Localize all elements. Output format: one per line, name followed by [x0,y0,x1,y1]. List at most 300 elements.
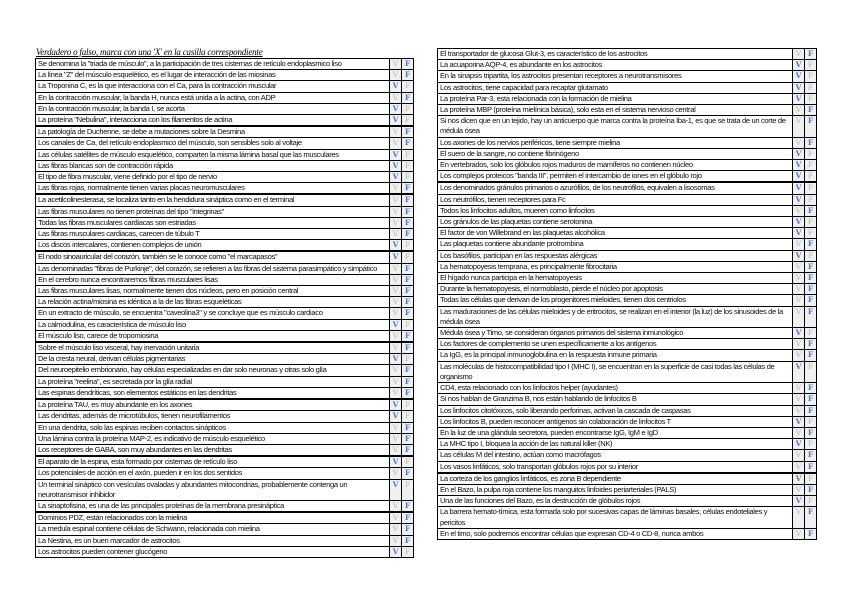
question-row [438,461,816,472]
true-checkbox[interactable]: V [793,394,805,404]
false-checkbox[interactable]: F [402,377,413,387]
question-row [438,327,816,338]
true-checkbox[interactable]: V [793,195,805,205]
true-checkbox[interactable]: V [390,93,402,103]
question-text: Los discos intercalares, contienen complejos de unión [36,240,390,250]
question-text: Los astrocitos, tiene capacidad para recaptar glutamato [438,83,793,93]
false-checkbox[interactable]: F [805,94,816,104]
true-checkbox[interactable]: V [390,115,402,125]
question-row [438,148,816,159]
true-checkbox[interactable]: V [390,400,402,410]
false-checkbox[interactable]: F [805,60,816,70]
false-checkbox[interactable]: F [805,138,816,148]
false-checkbox[interactable]: F [805,206,816,216]
question-row [36,410,413,421]
question-row [36,160,413,171]
question-text: Los denominados gránulos primarios o azurófilos, de los neutrófilos, equivalen a lisosomas [438,183,793,193]
false-checkbox[interactable]: F [402,207,413,217]
false-checkbox[interactable]: F [402,195,413,205]
question-row [36,296,413,307]
false-checkbox[interactable]: F [402,434,413,444]
question-text: En el timo, solo podremos encontrar células que expresan CD-4 o CD-8, nunca ambos [438,529,793,539]
question-row [36,467,413,478]
false-checkbox[interactable]: F [805,383,816,393]
false-checkbox[interactable]: F [402,297,413,307]
question-text: Las dendritas, además de microtúbulos, tienen neurofilamentos [36,411,390,421]
true-checkbox[interactable]: V [793,83,805,93]
false-checkbox[interactable]: F [805,217,816,227]
question-text: Los neutrófilos, tienen receptores para Fc [438,195,793,205]
question-row [36,523,413,534]
question-text: La acetilcolinesterasa, se localiza tanto en la hendidura sináptica como en el terminal [36,195,390,205]
question-row [438,283,816,294]
true-checkbox[interactable]: V [793,217,805,227]
false-checkbox[interactable]: F [402,445,413,455]
true-checkbox[interactable]: V [390,411,402,421]
true-checkbox[interactable]: V [793,116,805,136]
question-text: Las denominadas "fibras de Purkinje", del corazón, se refieren a las fibras del sistema parasimpático y simpático [36,264,390,274]
false-checkbox[interactable]: F [805,239,816,249]
question-row [438,261,816,272]
question-row [36,92,413,103]
true-checkbox[interactable]: V [793,383,805,393]
false-checkbox[interactable]: F [402,513,413,523]
question-row [438,183,816,193]
question-row [36,239,413,250]
question-row [36,535,413,546]
question-row [438,474,816,484]
false-checkbox[interactable]: F [805,462,816,472]
question-row [438,49,816,59]
true-checkbox[interactable]: V [793,439,805,449]
question-text: El nodo sinoauricular del corazón, también se le conoce como "el marcapasos" [36,252,390,262]
question-text: Las moléculas de histocompatibilidad tipo I (MHC I), se encuentran en la superficie de casi todas las células de organismo [438,362,793,382]
false-checkbox[interactable]: F [402,457,413,467]
true-checkbox[interactable]: V [390,365,402,375]
question-text: Las fibras musculares no tienen proteínas del tipo "integrinas" [36,207,390,217]
question-text: La Nestina, es un buen marcador de astrocitos [36,536,390,546]
true-checkbox[interactable]: V [793,183,805,193]
false-checkbox[interactable]: F [402,320,413,330]
false-checkbox[interactable]: F [402,286,413,296]
question-row [36,80,413,91]
true-checkbox[interactable]: V [390,343,402,353]
question-row [36,500,413,511]
question-text: La barrera hemato-tímica, esta formada solo por sucesivas capas de láminas basales, células endoteliales y pericitos [438,507,793,527]
true-checkbox[interactable]: V [793,507,805,527]
question-row [36,103,413,114]
false-checkbox[interactable]: F [805,350,816,360]
true-checkbox[interactable]: V [793,105,805,115]
true-checkbox[interactable]: V [793,417,805,427]
true-checkbox[interactable]: V [390,172,402,182]
question-text: La proteína "reelina", es secretada por la glía radial [36,377,390,387]
question-text: Un terminal sináptico con vesículas ovaladas y abundantes mitocondrias, probablemente contenga un neurotransmisor inhibidor [36,480,390,500]
true-checkbox[interactable]: V [390,331,402,341]
question-row [36,330,413,341]
true-checkbox[interactable]: V [793,474,805,484]
true-checkbox[interactable]: V [390,59,402,69]
true-checkbox[interactable]: V [390,445,402,455]
question-row [36,114,413,125]
question-text: La proteína Par-3, esta relacionada con la formación de mielina [438,94,793,104]
question-text: La proteína TAU, es muy abundante en los axones [36,400,390,410]
false-checkbox[interactable]: F [805,529,816,539]
question-row [438,238,816,249]
false-checkbox[interactable]: F [805,417,816,427]
false-checkbox[interactable]: F [402,343,413,353]
question-row [438,495,816,506]
true-checkbox[interactable]: V [390,501,402,511]
true-checkbox[interactable]: V [390,240,402,250]
false-checkbox[interactable]: F [805,228,816,238]
question-row [438,405,816,416]
true-checkbox[interactable]: V [793,94,805,104]
true-checkbox[interactable]: V [390,524,402,534]
true-checkbox[interactable]: V [793,450,805,460]
true-checkbox[interactable]: V [390,264,402,274]
question-row [36,343,413,353]
question-row [36,252,413,262]
question-row [438,194,816,205]
question-text: En el Bazo, la pulpa roja contiene los manguitos linfoides periarteriales (PALS) [438,485,793,495]
false-checkbox[interactable]: F [805,273,816,283]
true-checkbox[interactable]: V [390,388,402,398]
question-group [36,125,413,193]
false-checkbox[interactable]: F [402,365,413,375]
false-checkbox[interactable]: F [402,115,413,125]
false-checkbox[interactable]: F [805,507,816,527]
question-row [438,484,816,495]
question-row [36,376,413,387]
question-row [36,353,413,364]
true-checkbox[interactable]: V [390,252,402,262]
false-checkbox[interactable]: F [402,229,413,239]
true-checkbox[interactable]: V [390,468,402,478]
question-text: Médula ósea y Timo, se consideran órganos primarios del sistema inmunológico [438,328,793,338]
question-text: Los vasos linfáticos, solo transportan glóbulos rojos por su interior [438,462,793,472]
question-text: Sobre el músculo liso visceral, hay inervación unitaria [36,343,390,353]
true-checkbox[interactable]: V [390,536,402,546]
question-row [36,274,413,285]
question-row [36,149,413,160]
true-checkbox[interactable]: V [793,339,805,349]
false-checkbox[interactable]: F [805,328,816,338]
question-text: La sinaptofisina, es una de las principales proteínas de la membrana presináptica [36,501,390,511]
true-checkbox[interactable]: V [793,328,805,338]
true-checkbox[interactable]: V [390,434,402,444]
question-row [438,250,816,261]
false-checkbox[interactable]: F [402,70,413,80]
false-checkbox[interactable]: F [402,161,413,171]
false-checkbox[interactable]: F [402,81,413,91]
false-checkbox[interactable]: F [402,547,413,557]
false-checkbox[interactable]: F [805,262,816,272]
question-text: Una lámina contra la proteína MAP-2, es indicativo de músculo esquelético [36,434,390,444]
question-text: Todas las células que derivan de los progenitores mieloides, tienen dos centriolos [438,295,793,305]
question-row [438,338,816,349]
false-checkbox[interactable]: F [402,308,413,318]
question-text: Los linfocitos B, pueden reconocer antígenos sin colaboración de linfocitos T [438,417,793,427]
false-checkbox[interactable]: F [805,439,816,449]
true-checkbox[interactable]: V [793,307,805,327]
false-checkbox[interactable]: F [402,138,413,148]
true-checkbox[interactable]: V [390,183,402,193]
false-checkbox[interactable]: F [402,127,413,137]
question-text: CD4, esta relacionado con los linfocitos helper (ayudantes) [438,383,793,393]
question-text: De la cresta neural, derivan células pigmentarias [36,354,390,364]
question-row [438,216,816,227]
question-row [36,137,413,148]
question-row [36,59,413,69]
false-checkbox[interactable]: F [805,183,816,193]
false-checkbox[interactable]: F [402,172,413,182]
true-checkbox[interactable]: V [793,206,805,216]
question-group [438,472,816,539]
question-row [438,82,816,93]
question-text: Si nos hablan de Granzima B, nos están hablando de linfocitos B [438,394,793,404]
question-text: Los basófilos, participan en las respuestas alérgicas [438,251,793,261]
false-checkbox[interactable]: F [402,501,413,511]
question-row [36,400,413,410]
question-text: En la sinapsis tripartita, los astrocitos presentan receptores a neurotransmisores [438,71,793,81]
true-checkbox[interactable]: V [390,229,402,239]
false-checkbox[interactable]: F [402,331,413,341]
question-row [438,115,816,136]
true-checkbox[interactable]: V [390,480,402,500]
false-checkbox[interactable]: F [805,195,816,205]
question-text: Todas las fibras musculares cardiacas son estriadas [36,218,390,228]
true-checkbox[interactable]: V [793,529,805,539]
true-checkbox[interactable]: V [390,150,402,160]
false-checkbox[interactable]: F [402,252,413,262]
true-checkbox[interactable]: V [793,251,805,261]
false-checkbox[interactable]: F [805,160,816,170]
true-checkbox[interactable]: V [793,171,805,181]
true-checkbox[interactable]: V [390,320,402,330]
true-checkbox[interactable]: V [390,286,402,296]
question-text: Las fibras musculares cardiacas, carecen de túbulo T [36,229,390,239]
false-checkbox[interactable]: F [402,388,413,398]
false-checkbox[interactable]: F [402,218,413,228]
true-checkbox[interactable]: V [793,362,805,382]
true-checkbox[interactable]: V [390,377,402,387]
false-checkbox[interactable]: F [805,394,816,404]
false-checkbox[interactable]: F [805,251,816,261]
true-checkbox[interactable]: V [793,149,805,159]
question-text: El aparato de la espina, esta formado por cisternas de retículo liso [36,457,390,467]
false-checkbox[interactable]: F [805,428,816,438]
true-checkbox[interactable]: V [793,160,805,170]
false-checkbox[interactable]: F [402,400,413,410]
question-text: La corteza de los ganglios linfáticos, es zona B dependiente [438,474,793,484]
question-text: Dominios PDZ, están relacionados con la mielina [36,513,390,523]
question-text: La Troponina C, es la que interacciona con el Ca, para la contracción muscular [36,81,390,91]
true-checkbox[interactable]: V [793,71,805,81]
true-checkbox[interactable]: V [390,354,402,364]
right-question-table [437,48,817,540]
true-checkbox[interactable]: V [793,228,805,238]
true-checkbox[interactable]: V [390,127,402,137]
question-text: La IgG, es la principal inmunoglobulina en la respuesta inmune primaria [438,350,793,360]
true-checkbox[interactable]: V [793,60,805,70]
false-checkbox[interactable]: F [805,485,816,495]
true-checkbox[interactable]: V [390,513,402,523]
false-checkbox[interactable]: F [805,83,816,93]
question-text: El suero de la sangre, no contiene fibrinógeno [438,149,793,159]
question-row [438,272,816,283]
question-text: El hígado nunca participa en la hematopoyesis [438,273,793,283]
question-row [438,506,816,527]
true-checkbox[interactable]: V [390,218,402,228]
question-text: Las plaquetas contiene abundante protrombina [438,239,793,249]
false-checkbox[interactable]: F [402,423,413,433]
question-text: Las células M del intestino, actúan como macrófagos [438,450,793,460]
true-checkbox[interactable]: V [390,457,402,467]
true-checkbox[interactable]: V [390,195,402,205]
question-row [438,93,816,104]
false-checkbox[interactable]: F [805,450,816,460]
question-text: En una dendrita, solo las espinas reciben contactos sinápticos [36,423,390,433]
false-checkbox[interactable]: F [402,264,413,274]
true-checkbox[interactable]: V [793,239,805,249]
false-checkbox[interactable]: F [402,275,413,285]
question-text: Los complejos proteicos "banda III", permiten el intercambio de iones en el glóbulo rojo [438,171,793,181]
question-row [438,382,816,393]
question-text: Los factores de complemento se unen específicamente a los antígenos [438,339,793,349]
left-question-table [35,58,414,558]
question-row [438,361,816,382]
false-checkbox[interactable]: F [805,496,816,506]
question-text: Todos los linfocitos adultos, mueren como linfocitos [438,206,793,216]
true-checkbox[interactable]: V [793,496,805,506]
false-checkbox[interactable]: F [805,116,816,136]
question-group [36,250,413,341]
question-text: Las fibras blancas son de contracción rápida [36,161,390,171]
question-group [36,341,413,398]
false-checkbox[interactable]: F [402,411,413,421]
question-text: La patología de Duchenne, se debe a mutaciones sobre la Desmina [36,127,390,137]
true-checkbox[interactable]: V [793,273,805,283]
question-row [438,227,816,238]
true-checkbox[interactable]: V [793,284,805,294]
question-row [36,422,413,433]
true-checkbox[interactable]: V [793,295,805,305]
true-checkbox[interactable]: V [390,81,402,91]
false-checkbox[interactable]: F [805,171,816,181]
true-checkbox[interactable]: V [793,406,805,416]
question-group [438,181,816,471]
question-row [438,205,816,216]
false-checkbox[interactable]: F [402,93,413,103]
false-checkbox[interactable]: F [805,406,816,416]
question-text: Las fibras musculares lisas, normalmente tienen dos núcleos, pero en posición central [36,286,390,296]
true-checkbox[interactable]: V [390,104,402,114]
false-checkbox[interactable]: F [805,284,816,294]
false-checkbox[interactable]: F [402,59,413,69]
false-checkbox[interactable]: F [805,307,816,327]
true-checkbox[interactable]: V [390,138,402,148]
question-group [36,398,413,455]
true-checkbox[interactable]: V [793,49,805,59]
question-row [438,170,816,181]
true-checkbox[interactable]: V [793,428,805,438]
false-checkbox[interactable]: F [402,240,413,250]
false-checkbox[interactable]: F [805,362,816,382]
question-text: Los canales de Ca, del retículo endoplasmico del músculo, son sensibles solo al voltaje [36,138,390,148]
question-row [438,70,816,81]
true-checkbox[interactable]: V [390,70,402,80]
question-text: La proteína MBP (proteína mielínica básica), solo esta en el sistema nervioso central [438,105,793,115]
true-checkbox[interactable]: V [793,462,805,472]
false-checkbox[interactable]: F [402,524,413,534]
false-checkbox[interactable]: F [402,480,413,500]
question-row [36,171,413,182]
question-row [438,59,816,70]
true-checkbox[interactable]: V [390,308,402,318]
true-checkbox[interactable]: V [793,262,805,272]
question-row [438,306,816,327]
question-text: Del neuroepitelio embrionario, hay células especializadas en dar solo neuronas y otras solo glía [36,365,390,375]
true-checkbox[interactable]: V [793,138,805,148]
question-text: La proteína "Nebulina", interacciona con los filamentos de actina [36,115,390,125]
false-checkbox[interactable]: F [402,183,413,193]
question-row [36,195,413,205]
question-row [36,228,413,239]
question-row [36,457,413,467]
false-checkbox[interactable]: F [805,49,816,59]
false-checkbox[interactable]: F [805,339,816,349]
false-checkbox[interactable]: F [805,149,816,159]
true-checkbox[interactable]: V [390,207,402,217]
question-row [36,307,413,318]
question-text: La relación actina/miosina es idéntica a la de las fibras esqueléticas [36,297,390,307]
question-text: Las espinas dendríticas, son elementos estáticos en las dendritas [36,388,390,398]
false-checkbox[interactable]: F [402,468,413,478]
question-text: En la luz de una glándula secretora, pueden encontrarse IgG, IgM e IgD [438,428,793,438]
false-checkbox[interactable]: F [805,105,816,115]
question-row [438,528,816,539]
false-checkbox[interactable]: F [402,354,413,364]
question-row [36,263,413,274]
question-row [36,433,413,444]
false-checkbox[interactable]: F [805,295,816,305]
false-checkbox[interactable]: F [402,104,413,114]
question-row [36,217,413,228]
question-row [438,137,816,148]
true-checkbox[interactable]: V [390,161,402,171]
false-checkbox[interactable]: F [402,536,413,546]
false-checkbox[interactable]: F [805,71,816,81]
false-checkbox[interactable]: F [402,150,413,160]
true-checkbox[interactable]: V [793,350,805,360]
true-checkbox[interactable]: V [793,485,805,495]
question-text: El factor de von Willebrand en las plaquetas alcohólica [438,228,793,238]
true-checkbox[interactable]: V [390,547,402,557]
question-row [438,159,816,170]
true-checkbox[interactable]: V [390,423,402,433]
true-checkbox[interactable]: V [390,297,402,307]
question-row [438,416,816,427]
question-row [438,294,816,305]
false-checkbox[interactable]: F [805,474,816,484]
question-row [438,393,816,404]
question-text: En vertebrados, solo los glóbulos rojos maduros de mamíferos no contienen núcleo [438,160,793,170]
question-text: La hematopoyesis temprana, es principalmente fibrocitaria [438,262,793,272]
true-checkbox[interactable]: V [390,275,402,285]
question-text: En el cerebro nunca encontraremos fibras musculares lisas [36,275,390,285]
question-group [36,511,413,557]
